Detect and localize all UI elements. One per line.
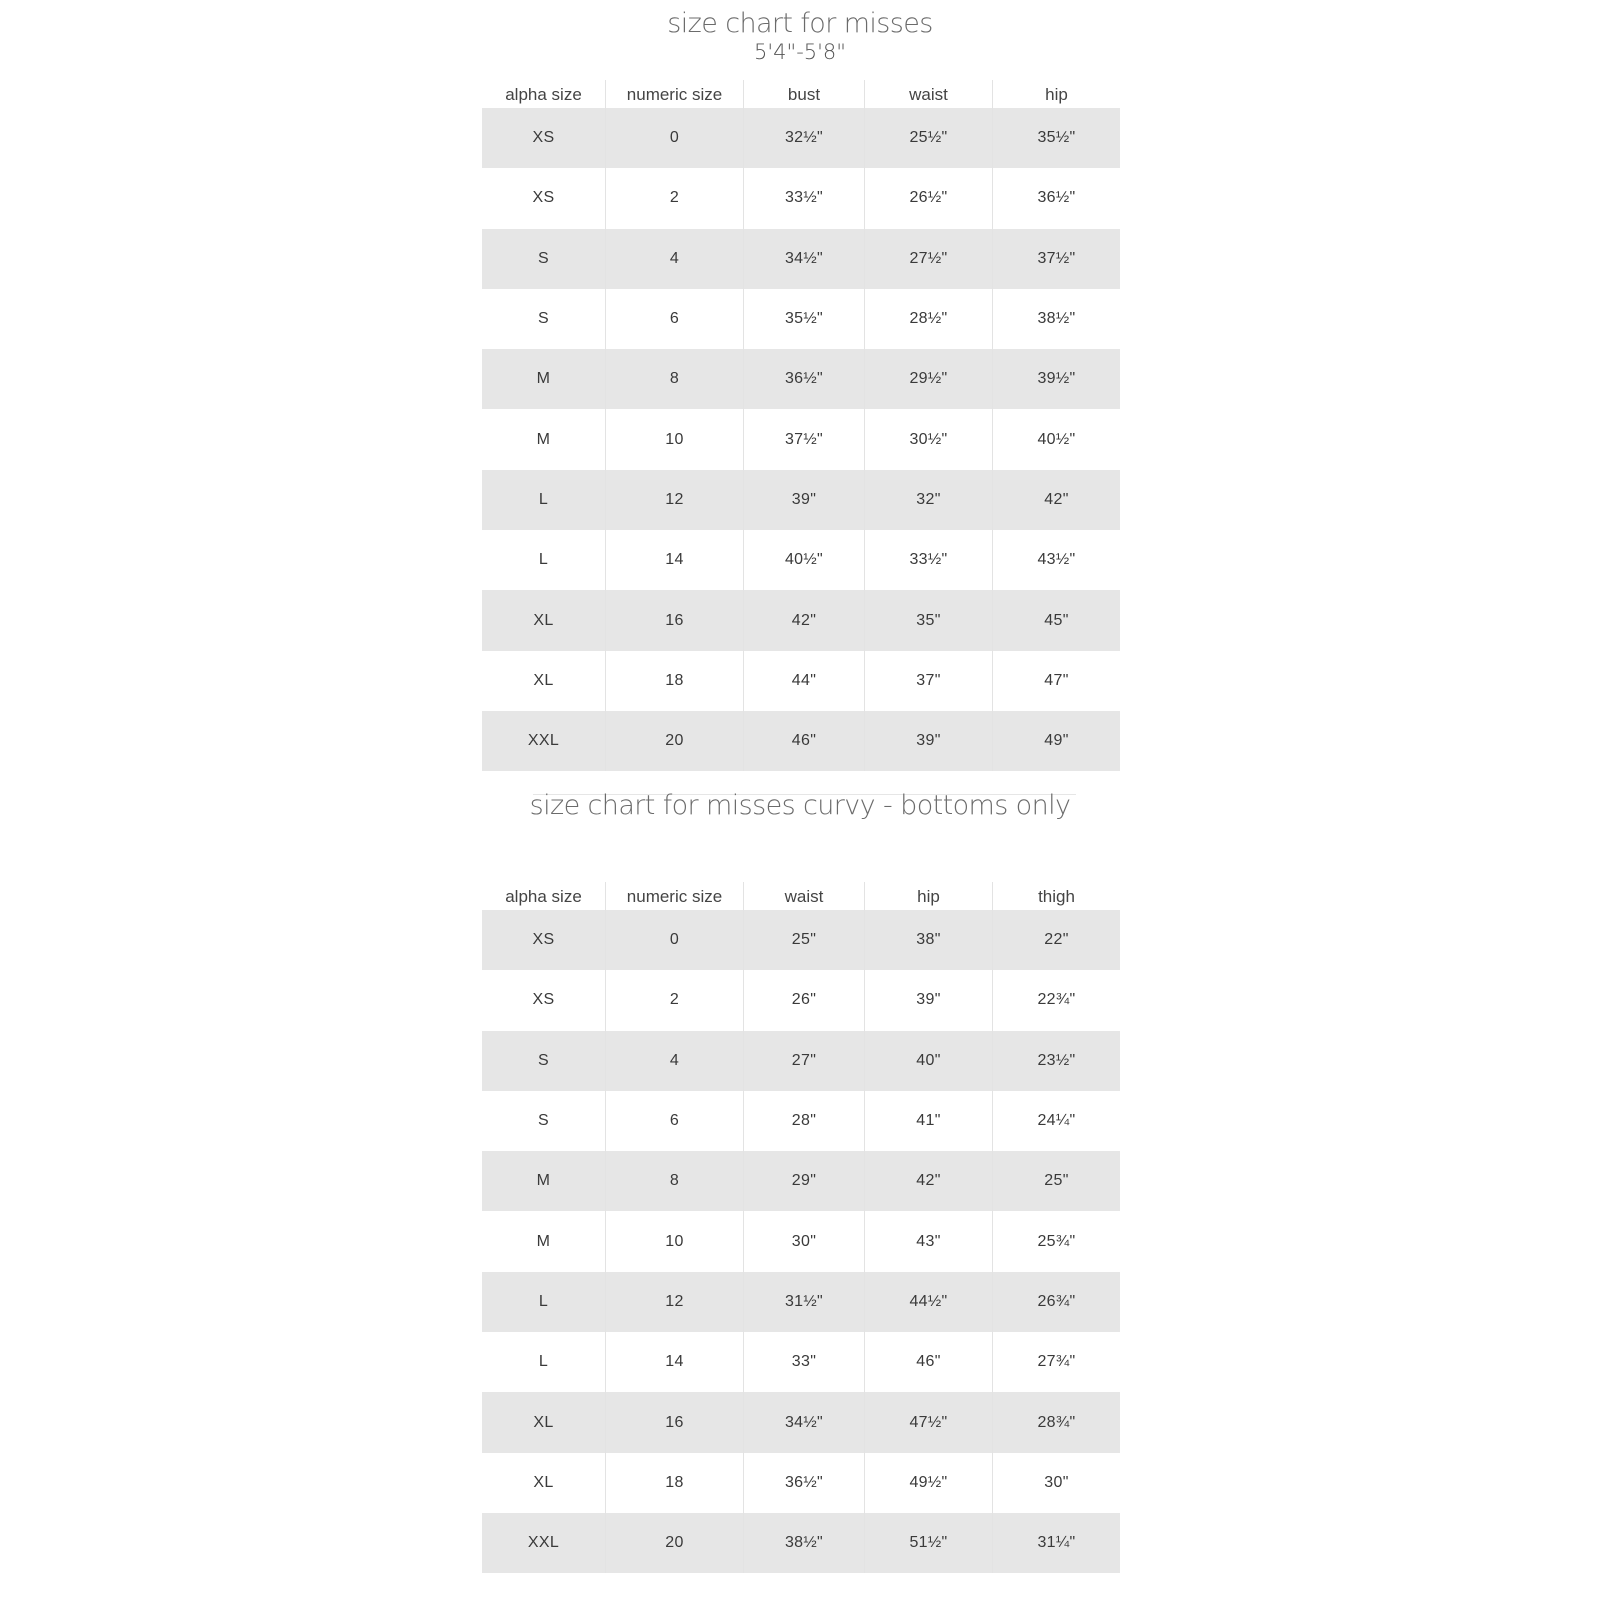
table-cell: 16 — [605, 590, 743, 650]
table-cell: XXL — [482, 711, 605, 771]
table-cell: S — [482, 229, 605, 289]
table-cell: 31¼" — [992, 1513, 1120, 1573]
table-cell: 38½" — [743, 1513, 864, 1573]
table-cell: XS — [482, 910, 605, 970]
table-cell: 25½" — [864, 108, 992, 168]
column-header: numeric size — [605, 80, 743, 108]
table-cell: 43½" — [992, 530, 1120, 590]
table-cell: 39" — [864, 970, 992, 1030]
table-cell: 35½" — [992, 108, 1120, 168]
column-header: hip — [992, 80, 1120, 108]
column-header: numeric size — [605, 882, 743, 910]
table-cell: 39" — [864, 711, 992, 771]
table-cell: 10 — [605, 1211, 743, 1271]
table-cell: 43" — [864, 1211, 992, 1271]
table-cell: 2 — [605, 970, 743, 1030]
table-cell: 28¾" — [992, 1392, 1120, 1452]
table-cell: 37" — [864, 651, 992, 711]
table-cell: S — [538, 1112, 549, 1130]
table-cell: 51½" — [864, 1513, 992, 1573]
table-cell: 46" — [743, 711, 864, 771]
table-cell: 20 — [605, 1513, 743, 1573]
table-cell: 44½" — [864, 1272, 992, 1332]
table-cell: 28" — [743, 1091, 864, 1151]
table-cell: 41" — [864, 1091, 992, 1151]
table-cell: 16 — [605, 1392, 743, 1452]
table-cell: L — [538, 1353, 549, 1371]
table-cell: 4 — [605, 229, 743, 289]
table-cell: 14 — [605, 1332, 743, 1392]
table-cell: S — [482, 1031, 605, 1091]
table-cell: 35½" — [743, 289, 864, 349]
table-cell: 47" — [992, 651, 1120, 711]
table-cell: 32" — [864, 470, 992, 530]
table-cell: 49" — [992, 711, 1120, 771]
table-cell: 26½" — [864, 168, 992, 228]
table-cell: M — [482, 1151, 605, 1211]
table-cell: 45" — [992, 590, 1120, 650]
table-cell: 8 — [605, 1151, 743, 1211]
table-cell: 6 — [605, 1091, 743, 1151]
table-cell: 37½" — [992, 229, 1120, 289]
column-header: alpha size — [505, 887, 582, 906]
table-cell: XXL — [482, 1513, 605, 1573]
table-cell: L — [482, 1272, 605, 1332]
table-cell: 12 — [605, 470, 743, 530]
table-cell: 33½" — [864, 530, 992, 590]
table-cell: 0 — [605, 108, 743, 168]
table-cell: 2 — [605, 168, 743, 228]
table-cell: 31½" — [743, 1272, 864, 1332]
table-cell: L — [482, 470, 605, 530]
table-cell: 25" — [743, 910, 864, 970]
table-cell: XL — [533, 1473, 554, 1491]
table-cell: 27" — [743, 1031, 864, 1091]
table-cell: XL — [533, 671, 554, 689]
table-cell: 42" — [992, 470, 1120, 530]
table-cell: XL — [482, 590, 605, 650]
table-cell: 44" — [743, 651, 864, 711]
table-cell: 24¼" — [992, 1091, 1120, 1151]
table-cell: 34½" — [743, 229, 864, 289]
table-cell: XS — [532, 189, 555, 207]
table-cell: 46" — [864, 1332, 992, 1392]
table-cell: 6 — [605, 289, 743, 349]
table-cell: 42" — [864, 1151, 992, 1211]
table-cell: 27½" — [864, 229, 992, 289]
table-cell: S — [538, 310, 549, 328]
table-cell: 49½" — [864, 1453, 992, 1513]
table-cell: 38" — [864, 910, 992, 970]
table-cell: 39" — [743, 470, 864, 530]
table-cell: 14 — [605, 530, 743, 590]
table-cell: 26" — [743, 970, 864, 1030]
column-header: waist — [864, 80, 992, 108]
misses-size-table — [482, 80, 1120, 771]
misses-chart-title: size chart for misses — [667, 8, 933, 39]
table-cell: 38½" — [992, 289, 1120, 349]
table-cell: 0 — [605, 910, 743, 970]
table-cell: 18 — [605, 651, 743, 711]
table-cell: XS — [532, 991, 555, 1009]
table-cell: 22¾" — [992, 970, 1120, 1030]
table-cell: 30½" — [864, 409, 992, 469]
table-cell: 29½" — [864, 349, 992, 409]
table-cell: XL — [482, 1392, 605, 1452]
table-cell: 30" — [743, 1211, 864, 1271]
table-cell: 34½" — [743, 1392, 864, 1452]
table-cell: 35" — [864, 590, 992, 650]
table-cell: 40" — [864, 1031, 992, 1091]
table-cell: 8 — [605, 349, 743, 409]
table-cell: 12 — [605, 1272, 743, 1332]
table-cell: 29" — [743, 1151, 864, 1211]
table-cell: 42" — [743, 590, 864, 650]
table-cell: M — [536, 1232, 551, 1250]
column-header: bust — [743, 80, 864, 108]
table-cell: 39½" — [992, 349, 1120, 409]
column-header: thigh — [992, 882, 1120, 910]
table-cell: 36½" — [743, 349, 864, 409]
table-cell: 37½" — [743, 409, 864, 469]
table-cell: 40½" — [743, 530, 864, 590]
misses-height-range: 5'4"-5'8" — [754, 40, 846, 64]
table-cell: XS — [482, 108, 605, 168]
table-cell: 23½" — [992, 1031, 1120, 1091]
table-cell: 20 — [605, 711, 743, 771]
table-cell: 47½" — [864, 1392, 992, 1452]
table-cell: 36½" — [992, 168, 1120, 228]
column-header: waist — [743, 882, 864, 910]
table-cell: 27¾" — [992, 1332, 1120, 1392]
table-cell: M — [536, 430, 551, 448]
table-cell: 33½" — [743, 168, 864, 228]
table-cell: 30" — [992, 1453, 1120, 1513]
table-cell: 18 — [605, 1453, 743, 1513]
table-cell: 4 — [605, 1031, 743, 1091]
curvy-size-table — [482, 882, 1120, 1573]
table-cell: 25" — [992, 1151, 1120, 1211]
table-cell: 10 — [605, 409, 743, 469]
curvy-chart-title: size chart for misses curvy - bottoms only — [529, 790, 1071, 821]
table-cell: 26¾" — [992, 1272, 1120, 1332]
table-cell: 40½" — [992, 409, 1120, 469]
column-header: hip — [864, 882, 992, 910]
table-cell: 22" — [992, 910, 1120, 970]
table-cell: 32½" — [743, 108, 864, 168]
table-cell: 36½" — [743, 1453, 864, 1513]
table-cell: 33" — [743, 1332, 864, 1392]
table-cell: 25¾" — [992, 1211, 1120, 1271]
column-header: alpha size — [505, 85, 582, 104]
table-cell: 28½" — [864, 289, 992, 349]
table-cell: M — [482, 349, 605, 409]
table-cell: L — [538, 551, 549, 569]
